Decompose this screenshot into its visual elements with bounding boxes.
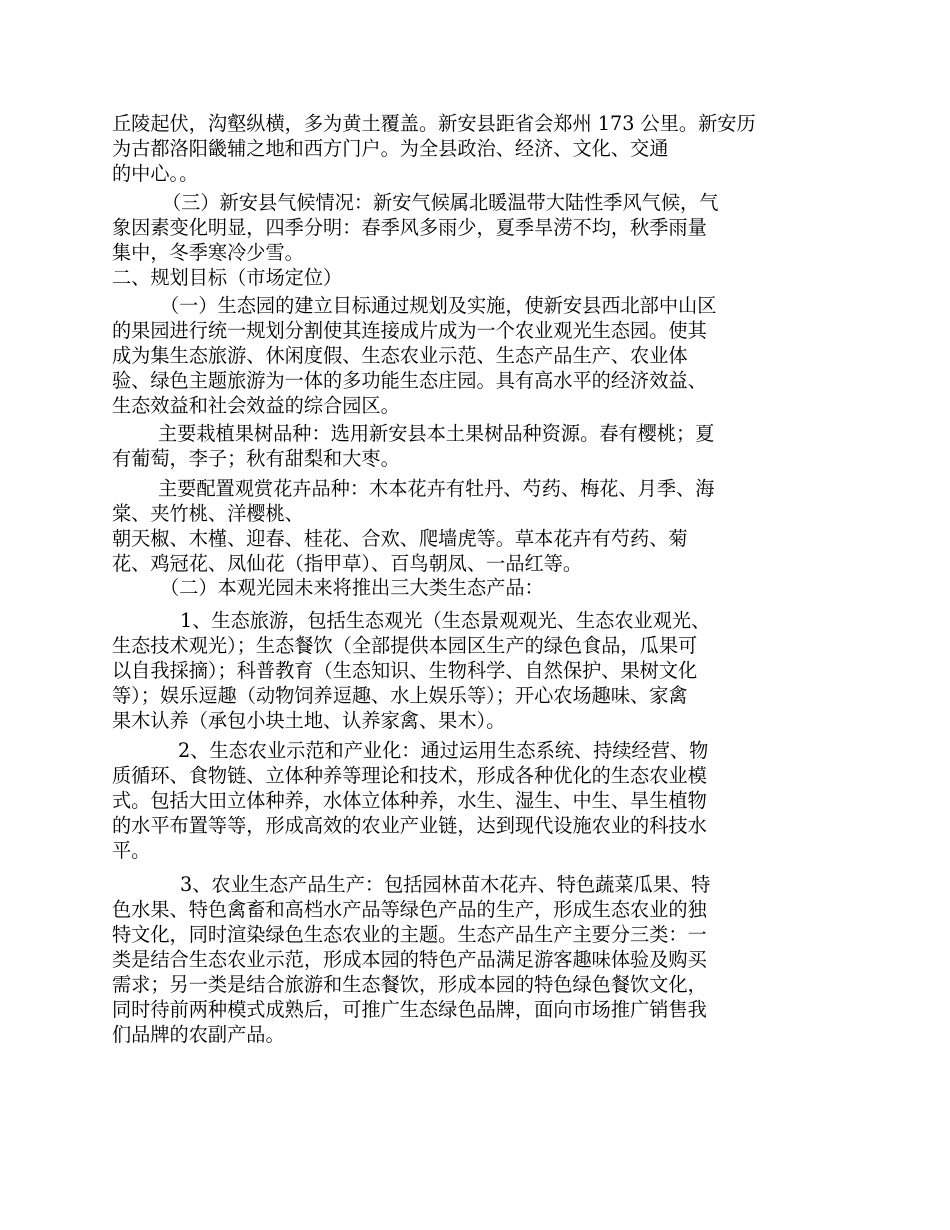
text-line: 的中心。。 [112, 162, 199, 185]
text-line: 的果园进行统一规划分割使其连接成片成为一个农业观光生态园。使其 [112, 319, 707, 342]
text-line: （二）本观光园未来将推出三大类生态产品： [160, 576, 544, 599]
text-line: 式。包括大田立体种养，水体立体种养，水生、湿生、中生、旱生植物 [112, 789, 707, 812]
section-heading: 二、规划目标（市场定位） [112, 266, 343, 289]
text-line: 象因素变化明显，四季分明：春季风多雨少，夏季旱涝不均，秋季雨量 [112, 216, 707, 239]
text-line: 需求；另一类是结合旅游和生态餐饮，形成本园的特色绿色餐饮文化， [112, 973, 707, 996]
text-line: 以自我採摘）；科普教育（生态知识、生物科学、自然保护、果树文化 [112, 659, 698, 682]
text-line: 丘陵起伏，沟壑纵横，多为黄土覆盖。新安县距省会郑州 173 公里。新安历 [112, 112, 756, 135]
text-line: 等）；娱乐逗趣（动物饲养逗趣、水上娱乐等）；开心农场趣味、家禽 [112, 684, 688, 707]
text-line: 2、生态农业示范和产业化：通过运用生态系统、持续经营、物 [178, 739, 709, 762]
text-line: 同时待前两种模式成熟后，可推广生态绿色品牌，面向市场推广销售我 [112, 998, 707, 1021]
text-line: 生态效益和社会效益的综合园区。 [112, 394, 400, 417]
text-line: 主要栽植果树品种：选用新安县本土果树品种资源。春有樱桃；夏 [158, 422, 715, 445]
text-line: 质循环、食物链、立体种养等理论和技术，形成各种优化的生态农业模 [112, 764, 707, 787]
text-line: 集中，冬季寒冷少雪。 [112, 241, 304, 264]
text-line: 朝天椒、木槿、迎春、桂花、合欢、爬墙虎等。草本花卉有芍药、菊 [112, 527, 688, 550]
text-line: 有葡萄，李子；秋有甜梨和大枣。 [112, 447, 400, 470]
text-line: 成为集生态旅游、休闲度假、生态农业示范、生态产品生产、农业体 [112, 344, 688, 367]
text-line: 平。 [112, 839, 151, 862]
text-line: 棠、夹竹桃、洋樱桃、 [112, 502, 304, 525]
text-line: 验、绿色主题旅游为一体的多功能生态庄园。具有高水平的经济效益、 [112, 369, 707, 392]
text-line: 主要配置观赏花卉品种：木本花卉有牡丹、芍药、梅花、月季、海 [158, 477, 715, 500]
text-line: 花、鸡冠花、凤仙花（指甲草）、百鸟朝凤、一品红等。 [112, 552, 583, 575]
text-line: 色水果、特色禽畜和高档水产品等绿色产品的生产，形成生态农业的独 [112, 898, 707, 921]
text-line: 们品牌的农副产品。 [112, 1023, 285, 1046]
text-line: 生态技术观光）；生态餐饮（全部提供本园区生产的绿色食品，瓜果可 [112, 634, 698, 657]
text-line: 1、生态旅游，包括生态观光（生态景观观光、生态农业观光、 [180, 609, 711, 632]
text-line: 特文化，同时渲染绿色生态农业的主题。生态产品生产主要分三类：一 [112, 923, 707, 946]
text-line: 类是结合生态农业示范，形成本园的特色产品满足游客趣味体验及购买 [112, 948, 707, 971]
text-line: 果木认养（承包小块土地、认养家禽、果木）。 [112, 709, 506, 732]
text-line: 的水平布置等等，形成高效的农业产业链，达到现代设施农业的科技水 [112, 814, 707, 837]
text-line: （三）新安县气候情况：新安气候属北暖温带大陆性季风气候，气 [162, 191, 719, 214]
text-line: 3、农业生态产品生产：包括园林苗木花卉、特色蔬菜瓜果、特 [180, 873, 711, 896]
text-line: （一）生态园的建立目标通过规划及实施，使新安县西北部中山区 [160, 294, 717, 317]
text-line: 为古都洛阳畿辅之地和西方门户。为全县政治、经济、文化、交通 [112, 137, 669, 160]
